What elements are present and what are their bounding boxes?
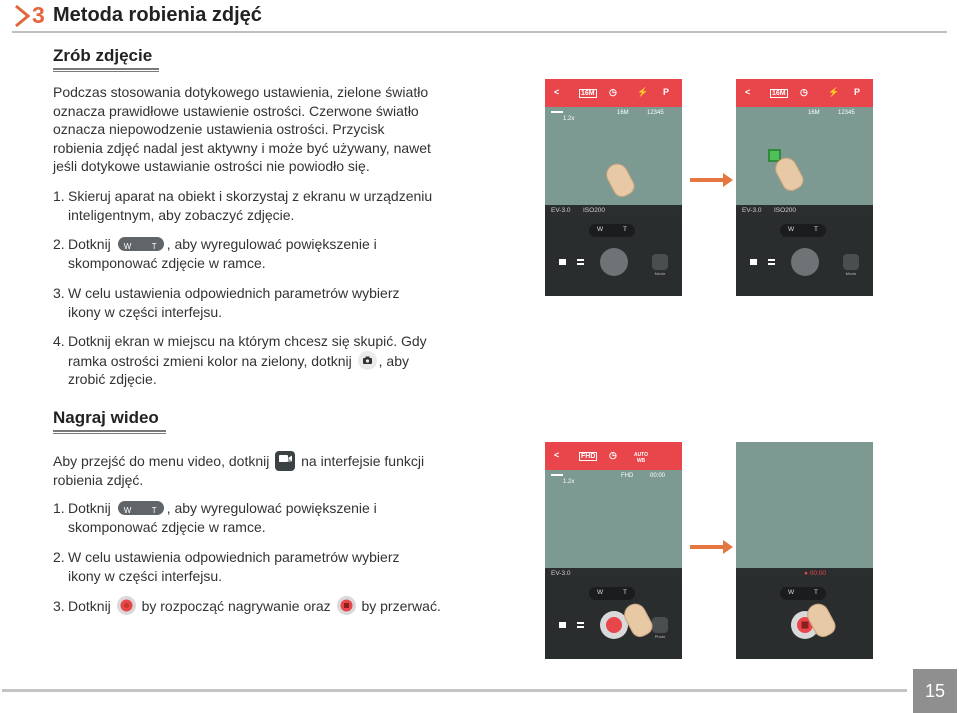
timer-icon: ◷ [800,87,808,97]
menu-icon[interactable] [577,622,584,628]
chapter-number: 3 [32,2,45,28]
footer-divider [2,689,907,692]
shutter-button[interactable] [600,248,628,276]
text-line: na interfejsie funkcji [301,453,425,469]
step-text: skomponować zdjęcie w ramce. [68,518,266,535]
text-line: oznacza prawidłowe ustawienie ostrości. Czerwone światło [53,102,419,119]
camera-viewfinder[interactable] [736,442,873,568]
step-number: 4. [53,333,65,349]
mode-label: Movie [654,271,666,276]
zoom-w-label: W [788,589,795,596]
resolution-icon: 16M [772,90,786,97]
video-step-2 [53,548,483,585]
section-underline [53,430,166,434]
mode-p-label: P [663,87,670,97]
step-text: by rozpocząć nagrywanie oraz [141,598,331,614]
timer-icon: ◷ [609,87,617,97]
playback-icon[interactable] [750,259,757,265]
step-number: 2. [53,236,65,252]
mode-p-label: P [854,87,861,97]
camera-topbar [545,442,682,470]
chapter-title: Metoda robienia zdjęć [53,4,262,26]
camera-viewfinder[interactable] [545,107,682,205]
step-text: ikony w części interfejsu. [68,567,223,584]
zoom-wt-control[interactable] [780,587,826,600]
back-icon: < [554,450,560,460]
exposure-bar [545,205,682,218]
zoom-bar [551,111,563,113]
photo-mode-button[interactable] [652,617,668,639]
camera-shutter-icon [358,351,377,370]
shot-count: 12345 [838,110,855,116]
step-number: 3. [53,285,65,301]
photo-intro [53,83,483,176]
movie-mode-button[interactable] [652,254,668,276]
zoom-wt-icon [118,501,164,515]
zoom-w-label: W [123,242,132,251]
camera-controls [736,218,873,296]
timer-icon: ◷ [609,450,617,460]
zoom-wt-control[interactable] [589,587,635,600]
back-icon: < [745,87,751,97]
step-text: W celu ustawienia odpowiednich parametrów wybierz [68,549,400,565]
zoom-level: 1.2x [563,116,575,122]
zoom-w-label: W [597,226,604,233]
step-text: ramka ostrości zmieni kolor na zielony, dotknij [68,352,352,369]
mode-label: Photo [654,634,666,639]
shutter-button[interactable] [791,248,819,276]
record-stop-icon [337,596,356,615]
ev-value: EV-3.0 [742,207,762,214]
chevron-right-icon [12,4,34,28]
camera-controls [736,581,873,659]
back-icon: < [554,87,560,97]
iso-value: ISO200 [774,207,797,214]
fhd-icon: FHD [581,453,596,460]
section-title-photo: Zrób zdjęcie [53,46,153,65]
step-text: inteligentnym, aby zobaczyć zdjęcie. [68,206,295,223]
zoom-t-label: T [814,226,818,233]
camera-viewfinder[interactable] [736,107,873,205]
step-number: 1. [53,500,65,516]
text-line: Aby przejść do menu video, dotknij [53,453,270,469]
phone-screen-photo-before [545,79,682,296]
playback-icon[interactable] [559,622,566,628]
iso-value: ISO200 [583,207,606,214]
step-text: ikony w części interfejsu. [68,303,223,320]
zoom-w-label: W [788,226,795,233]
zoom-t-label: T [814,589,818,596]
movie-label: Movie [278,457,292,464]
phone-screen-photo-focused [736,79,873,296]
step-text: zrobić zdjęcie. [68,371,157,387]
exposure-bar [736,205,873,218]
exposure-bar [545,568,682,581]
image-size: 16M [808,110,820,116]
step-text: Dotknij [68,598,111,614]
photo-step-2 [53,235,483,272]
photo-step-1 [53,187,483,224]
menu-icon[interactable] [768,259,775,265]
phone-screen-video-recording [736,442,873,659]
section-title-video: Nagraj wideo [53,408,159,427]
menu-icon[interactable] [577,259,584,265]
auto-wb-icon: AUTO WB [633,452,649,464]
zoom-t-label: T [623,589,627,596]
page-number: 15 [913,669,957,713]
text-line: robienia zdjęć. [53,472,144,488]
zoom-wt-control[interactable] [589,224,635,237]
camera-controls [545,218,682,296]
zoom-w-label: W [123,506,132,515]
phone-screen-video-start [545,442,682,659]
ev-value: EV-3.0 [551,207,571,214]
camera-topbar [736,79,873,107]
text-line: robienia zdjęć nadal jest aktywny i może być używany, nawet [53,139,431,156]
flash-icon: ⚡ [828,87,840,97]
camera-viewfinder[interactable] [545,470,682,568]
record-time: 00:00 [650,473,666,479]
arrow-right-icon [690,545,724,549]
camera-topbar [545,79,682,107]
zoom-w-label: W [597,589,604,596]
video-resolution: FHD [621,473,634,479]
step-text: , aby [378,352,409,369]
shot-count: 12345 [647,110,664,116]
step-text: Dotknij [68,236,111,252]
finger-icon [602,160,637,200]
step-text: , aby wyregulować powiększenie i [166,236,377,252]
step-number: 2. [53,549,65,565]
zoom-wt-control[interactable] [780,224,826,237]
zoom-level: 1.2x [563,479,575,485]
header-divider [12,31,947,33]
mode-label: Movie [845,271,857,276]
camera-controls [545,581,682,659]
zoom-t-label: T [623,226,627,233]
step-text: W celu ustawienia odpowiednich parametrów wybierz [68,285,400,301]
step-text: by przerwać. [361,598,441,614]
step-number: 1. [53,188,65,204]
text-line: Podczas stosowania dotykowego ustawienia, zielone światło [53,84,429,100]
zoom-wt-icon [118,237,164,251]
playback-icon[interactable] [559,259,566,265]
ev-value: EV-3.0 [551,570,571,577]
text-line: oznacza niepowodzenie ustawienia ostrości. Przycisk [53,121,385,137]
recording-time: ● 00:00 [804,570,826,577]
step-text: skomponować zdjęcie w ramce. [68,254,266,271]
image-size: 16M [617,110,629,116]
movie-mode-icon [275,451,295,471]
step-text: Dotknij [68,500,111,516]
step-text: , aby wyregulować powiększenie i [166,500,377,516]
flash-icon: ⚡ [637,87,649,97]
step-text: Dotknij ekran w miejscu na którym chcesz się skupić. Gdy [68,333,427,349]
zoom-bar [551,474,563,476]
text-line: jeśli dotykowe ustawianie ostrości nie powiodło się. [53,158,370,174]
movie-mode-button[interactable] [843,254,859,276]
video-intro [53,451,483,490]
zoom-t-label: T [151,506,157,515]
resolution-icon: 16M [581,90,595,97]
zoom-t-label: T [151,242,157,251]
exposure-bar [736,568,873,581]
video-step-3 [53,596,483,616]
step-number: 3. [53,598,65,614]
arrow-right-icon [690,178,724,182]
record-start-icon [117,596,136,615]
photo-step-3 [53,284,483,321]
video-step-1 [53,499,483,536]
step-text: Skieruj aparat na obiekt i skorzystaj z ekranu w urządzeniu [68,188,433,204]
section-underline [53,68,159,72]
photo-step-4 [53,332,483,389]
